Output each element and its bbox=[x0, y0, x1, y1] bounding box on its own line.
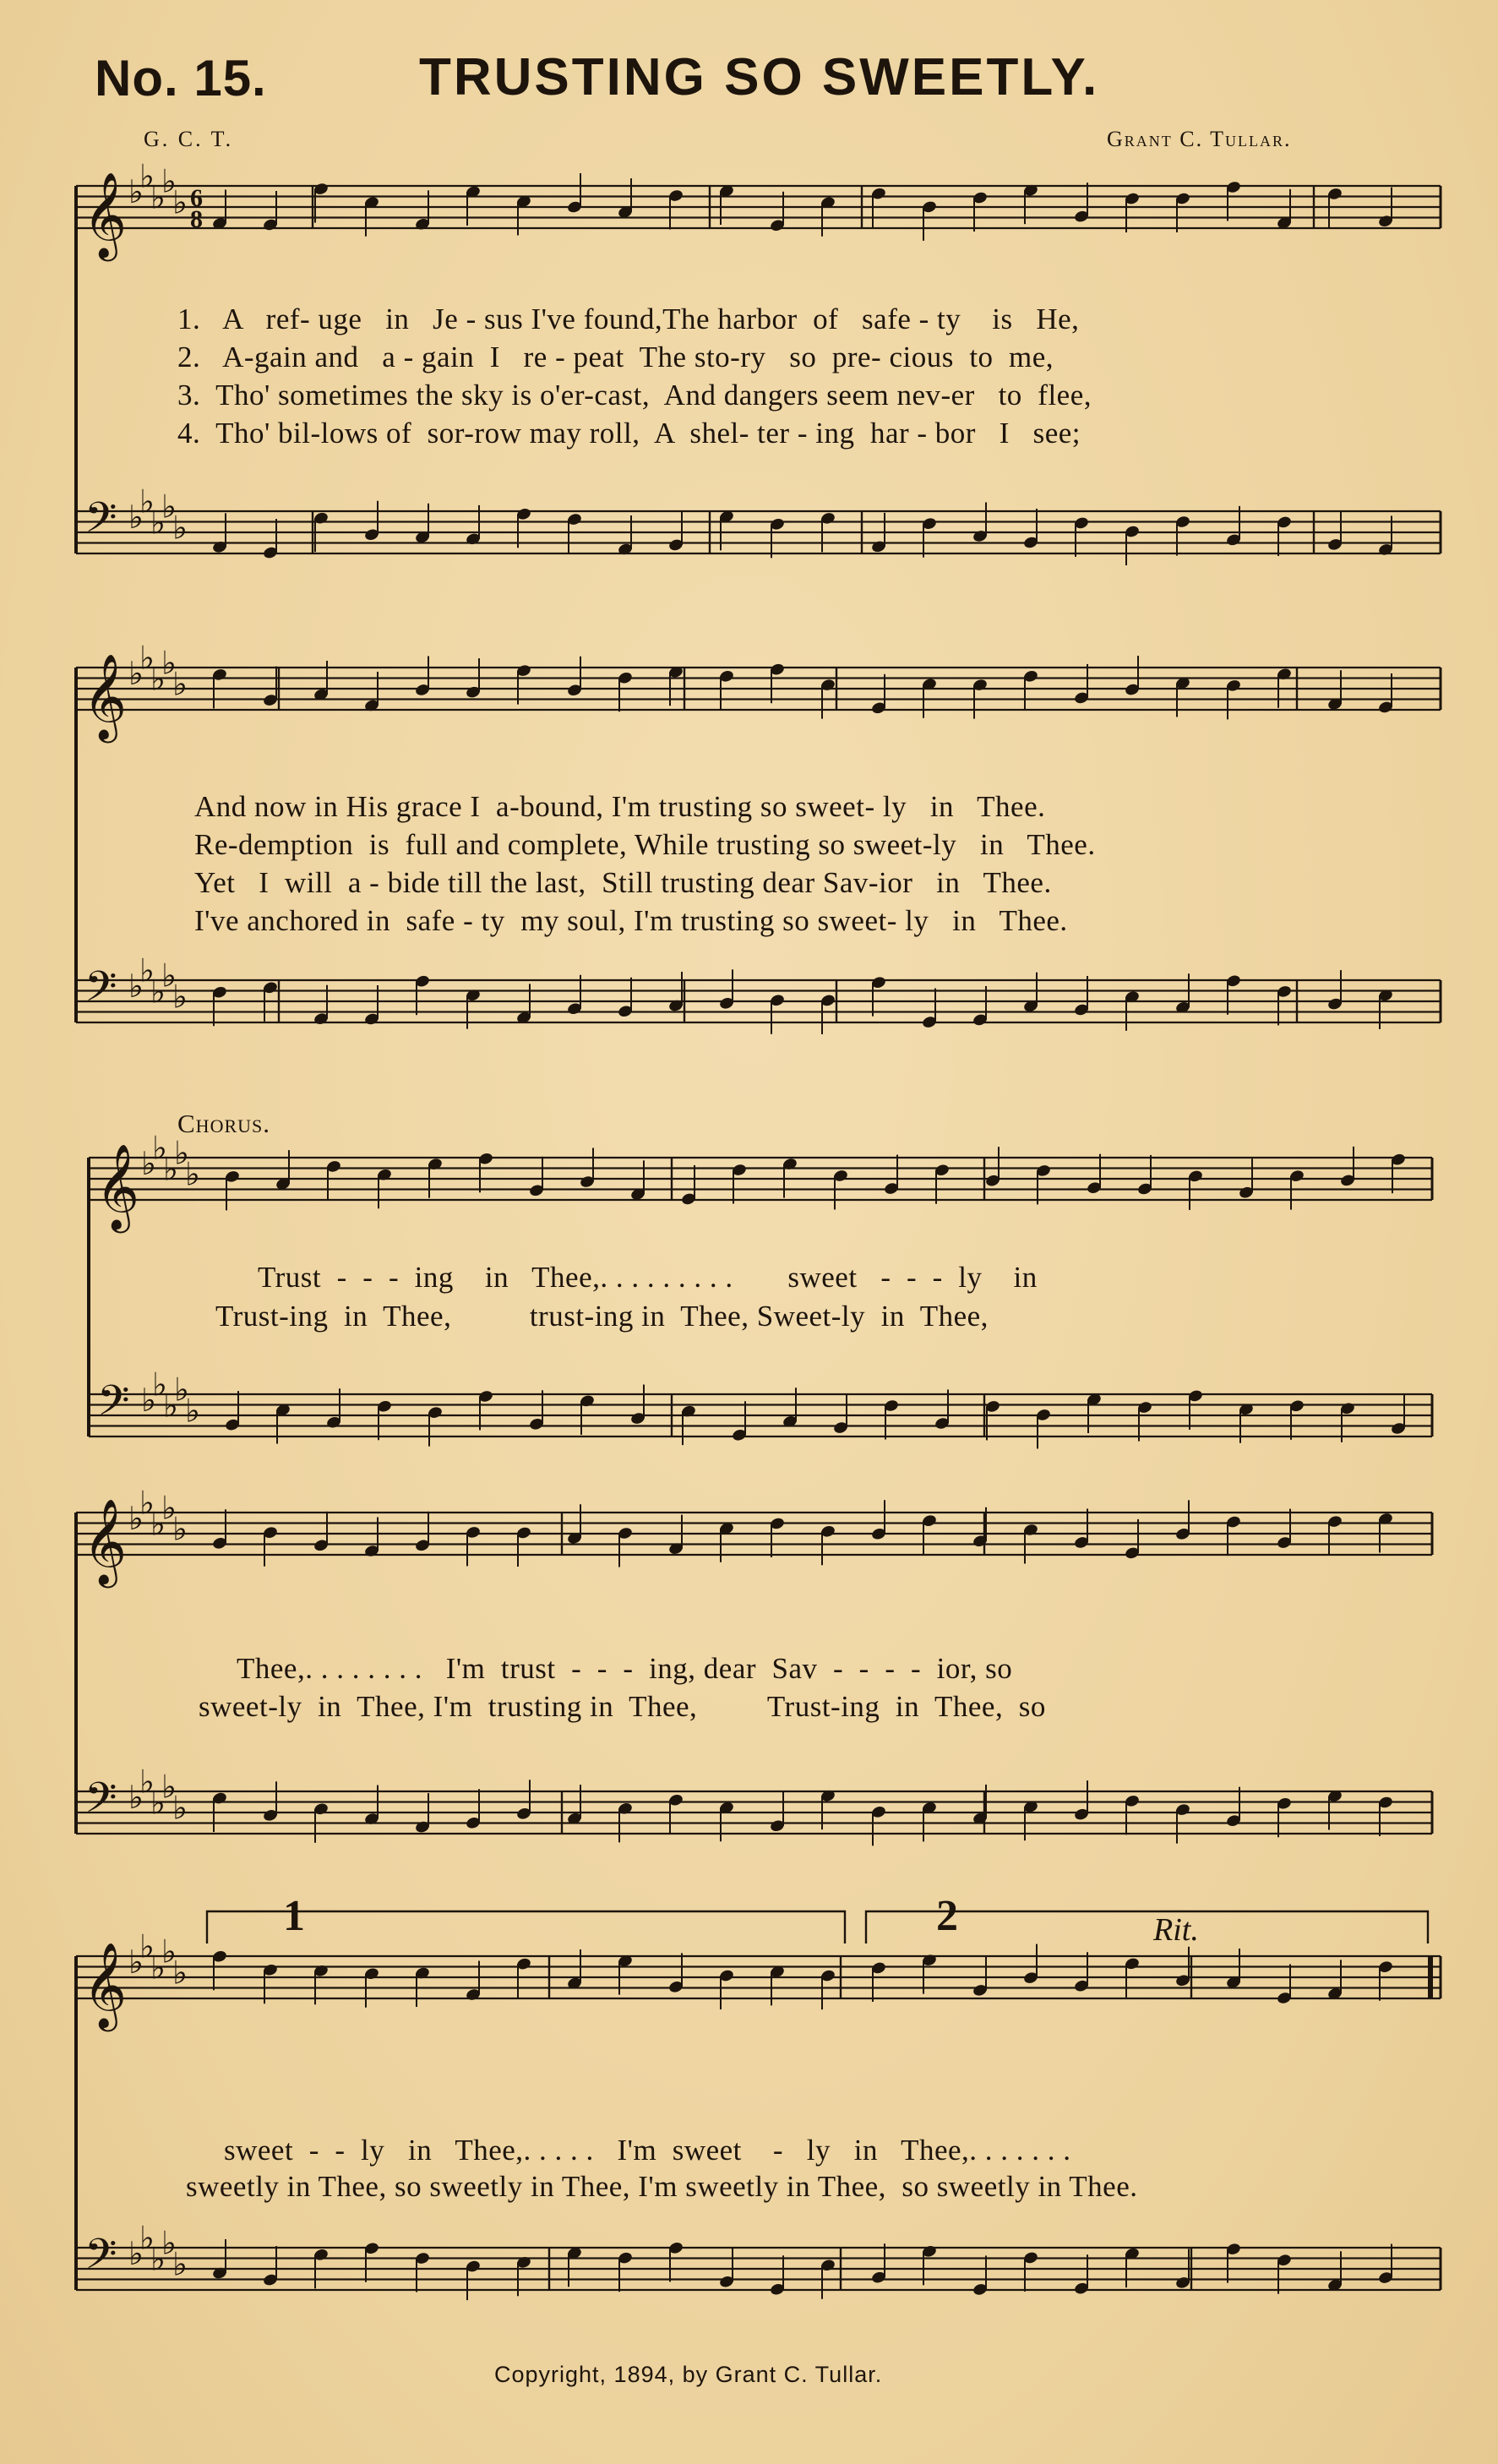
key-signature-bass-flat: ♭ bbox=[161, 2224, 177, 2262]
chorus-line-3-lower: sweetly in Thee, so sweetly in Thee, I'm sweetly in Thee, so sweetly in Thee. bbox=[186, 2170, 1138, 2203]
hymn-title: TRUSTING SO SWEETLY. bbox=[419, 48, 1100, 106]
verse-1-line-1: 1. A ref- uge in Je - sus I've found,The harbor of safe - ty is He, bbox=[177, 303, 1080, 335]
key-signature-treble-flat: ♭ bbox=[161, 1932, 177, 1971]
key-signature-treble-flat: ♭ bbox=[150, 1505, 166, 1543]
key-signature-treble-flat: ♭ bbox=[139, 1927, 155, 1965]
key-signature-bass-flat: ♭ bbox=[172, 1789, 188, 1827]
treble-clef: 𝄞 bbox=[83, 652, 128, 739]
key-signature-bass-flat: ♭ bbox=[161, 957, 177, 995]
treble-clef: 𝄞 bbox=[95, 1142, 140, 1229]
treble-clef: 𝄞 bbox=[83, 1497, 128, 1584]
time-signature-top: 6 bbox=[190, 184, 203, 212]
key-signature-treble-flat: ♭ bbox=[128, 173, 144, 210]
key-signature-treble-flat: ♭ bbox=[161, 644, 177, 682]
key-signature-treble-flat: ♭ bbox=[163, 1150, 178, 1188]
chorus-line-1-upper: Trust - - - ing in Thee,. . . . . . . . . sweet - - - ly in bbox=[258, 1261, 1038, 1294]
copyright-notice: Copyright, 1894, by Grant C. Tullar. bbox=[494, 2362, 883, 2387]
key-signature-treble-flat: ♭ bbox=[172, 183, 188, 221]
key-signature-treble-flat: ♭ bbox=[139, 157, 155, 195]
key-signature-treble-flat: ♭ bbox=[172, 1954, 188, 1992]
music-credit: Grant C. Tullar. bbox=[1107, 127, 1292, 151]
key-signature-treble-flat: ♭ bbox=[128, 1943, 144, 1981]
key-signature-treble-flat: ♭ bbox=[161, 162, 177, 200]
key-signature-bass-flat: ♭ bbox=[128, 968, 144, 1005]
chorus-line-2-upper: Thee,. . . . . . . . I'm trust - - - ing, dear Sav - - - - ior, so bbox=[237, 1652, 1013, 1685]
key-signature-bass-flat: ♭ bbox=[128, 1779, 144, 1816]
verse-4-line-2: I've anchored in safe - ty my soul, I'm trusting so sweet- ly in Thee. bbox=[194, 904, 1068, 937]
key-signature-bass-flat: ♭ bbox=[139, 2219, 155, 2257]
chorus-label: Chorus. bbox=[177, 1109, 270, 1138]
key-signature-treble-flat: ♭ bbox=[150, 1949, 166, 1987]
key-signature-treble-flat: ♭ bbox=[150, 660, 166, 698]
key-signature-treble-flat: ♭ bbox=[172, 665, 188, 703]
key-signature-bass-flat: ♭ bbox=[163, 1387, 178, 1425]
key-signature-bass-flat: ♭ bbox=[161, 1768, 177, 1806]
key-signature-bass-flat: ♭ bbox=[172, 978, 188, 1016]
bass-clef: 𝄢 bbox=[84, 1774, 117, 1833]
chorus-line-3-upper: sweet - - ly in Thee,. . . . . I'm sweet - ly in Thee,. . . . . . . bbox=[224, 2134, 1071, 2167]
key-signature-bass-flat: ♭ bbox=[150, 1784, 166, 1822]
verse-2-line-2: Re-demption is full and complete, While trusting so sweet-ly in Thee. bbox=[194, 828, 1096, 861]
key-signature-treble-flat: ♭ bbox=[185, 1155, 200, 1193]
time-signature-bottom: 8 bbox=[190, 205, 203, 233]
key-signature-treble-flat: ♭ bbox=[150, 178, 166, 216]
chorus-line-2-lower: sweet-ly in Thee, I'm trusting in Thee, Trust-ing in Thee, so bbox=[199, 1690, 1046, 1723]
hymn-number: No. 15. bbox=[95, 50, 267, 106]
key-signature-treble-flat: ♭ bbox=[128, 655, 144, 692]
key-signature-bass-flat: ♭ bbox=[128, 499, 144, 536]
key-signature-treble-flat: ♭ bbox=[161, 1489, 177, 1527]
key-signature-bass-flat: ♭ bbox=[152, 1366, 167, 1404]
verse-4-line-1: 4. Tho' bil-lows of sor-row may roll, A shel- ter - ing har - bor I see; bbox=[177, 417, 1081, 450]
key-signature-bass-flat: ♭ bbox=[150, 2240, 166, 2278]
key-signature-bass-flat: ♭ bbox=[139, 1763, 155, 1801]
chorus-line-1-lower: Trust-ing in Thee, trust-ing in Thee, Sweet-ly in Thee, bbox=[215, 1300, 989, 1333]
key-signature-bass-flat: ♭ bbox=[172, 509, 188, 547]
verse-3-line-1: 3. Tho' sometimes the sky is o'er-cast, And dangers seem nev-er to flee, bbox=[177, 379, 1092, 412]
key-signature-treble-flat: ♭ bbox=[141, 1145, 156, 1182]
verse-1-line-2: And now in His grace I a-bound, I'm trusting so sweet- ly in Thee. bbox=[194, 790, 1046, 823]
verse-block-2 bbox=[194, 790, 1096, 942]
verse-3-line-2: Yet I will a - bide till the last, Still trusting dear Sav-ior in Thee. bbox=[194, 866, 1052, 899]
volta-1-label: 1 bbox=[283, 1892, 305, 1940]
words-credit: G. C. T. bbox=[144, 127, 234, 151]
key-signature-treble-flat: ♭ bbox=[152, 1129, 167, 1167]
treble-clef: 𝄞 bbox=[83, 1941, 128, 2028]
ritardando-marking: Rit. bbox=[1153, 1912, 1199, 1948]
bass-clef: 𝄢 bbox=[84, 2230, 117, 2289]
key-signature-bass-flat: ♭ bbox=[139, 482, 155, 521]
key-signature-treble-flat: ♭ bbox=[139, 639, 155, 677]
key-signature-bass-flat: ♭ bbox=[150, 504, 166, 542]
volta-2-label: 2 bbox=[936, 1892, 958, 1940]
key-signature-bass-flat: ♭ bbox=[150, 973, 166, 1011]
key-signature-bass-flat: ♭ bbox=[174, 1371, 189, 1409]
key-signature-treble-flat: ♭ bbox=[139, 1484, 155, 1522]
key-signature-treble-flat: ♭ bbox=[174, 1134, 189, 1172]
key-signature-bass-flat: ♭ bbox=[185, 1392, 200, 1430]
key-signature-bass-flat: ♭ bbox=[172, 2245, 188, 2283]
bass-clef: 𝄢 bbox=[84, 493, 117, 553]
verse-2-line-1: 2. A-gain and a - gain I re - peat The sto-ry so pre- cious to me, bbox=[177, 341, 1054, 373]
verse-block-1 bbox=[177, 303, 1092, 455]
key-signature-bass-flat: ♭ bbox=[139, 951, 155, 989]
key-signature-treble-flat: ♭ bbox=[128, 1500, 144, 1537]
key-signature-bass-flat: ♭ bbox=[141, 1382, 156, 1419]
key-signature-treble-flat: ♭ bbox=[172, 1510, 188, 1548]
bass-clef: 𝄢 bbox=[84, 962, 117, 1022]
bass-clef: 𝄢 bbox=[97, 1376, 130, 1436]
treble-clef: 𝄞 bbox=[83, 171, 128, 258]
key-signature-bass-flat: ♭ bbox=[128, 2235, 144, 2272]
key-signature-bass-flat: ♭ bbox=[161, 488, 177, 526]
